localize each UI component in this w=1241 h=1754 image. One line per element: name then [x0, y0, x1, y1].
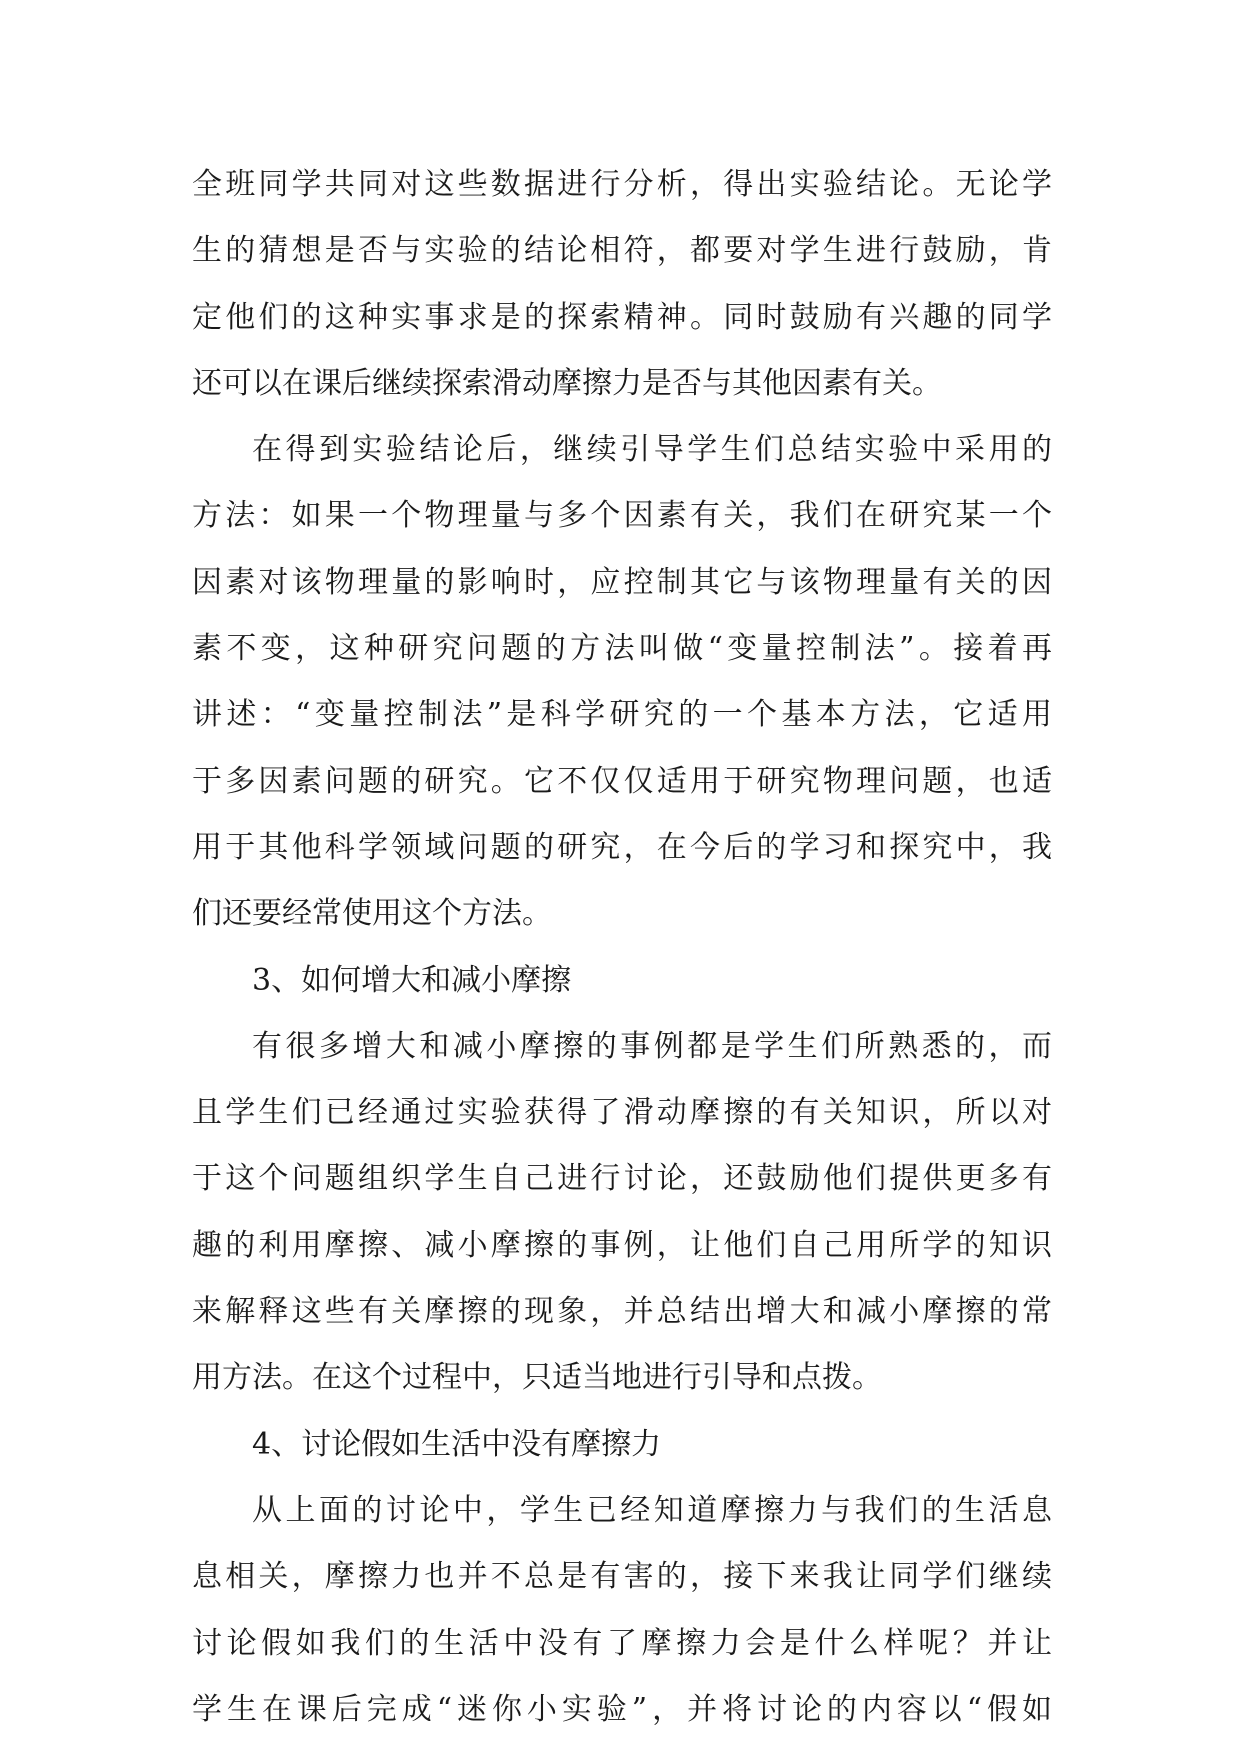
text-line: 用方法。在这个过程中，只适当地进行引导和点拨。 [192, 1360, 882, 1396]
text-line: 来解释这些有关摩擦的现象，并总结出增大和减小摩擦的常 [192, 1294, 1052, 1330]
text-line: 讲述：“变量控制法”是科学研究的一个基本方法，它适用 [192, 697, 1052, 733]
text-line: 还可以在课后继续探索滑动摩擦力是否与其他因素有关。 [192, 365, 942, 401]
text-line: 于这个问题组织学生自己进行讨论，还鼓励他们提供更多有 [192, 1161, 1052, 1197]
text-line: 4、讨论假如生活中没有摩擦力 [252, 1426, 662, 1462]
text-line: 学生在课后完成“迷你小实验”，并将讨论的内容以“假如 [192, 1691, 1052, 1727]
text-line: 素不变，这种研究问题的方法叫做“变量控制法”。接着再 [192, 631, 1052, 667]
text-line: 生的猜想是否与实验的结论相符，都要对学生进行鼓励，肯 [192, 233, 1052, 269]
text-line: 息相关，摩擦力也并不总是有害的，接下来我让同学们继续 [192, 1559, 1052, 1595]
document-body [192, 152, 1052, 1743]
text-line: 方法：如果一个物理量与多个因素有关，我们在研究某一个 [192, 498, 1052, 534]
text-line: 全班同学共同对这些数据进行分析，得出实验结论。无论学 [192, 167, 1052, 202]
text-line: 讨论假如我们的生活中没有了摩擦力会是什么样呢？并让 [192, 1625, 1052, 1661]
text-line: 用于其他科学领域问题的研究，在今后的学习和探究中，我 [192, 829, 1052, 865]
text-line: 趣的利用摩擦、减小摩擦的事例，让他们自己用所学的知识 [192, 1227, 1052, 1263]
text-line: 定他们的这种实事求是的探索精神。同时鼓励有兴趣的同学 [192, 299, 1052, 335]
text-line: 于多因素问题的研究。它不仅仅适用于研究物理问题，也适 [192, 763, 1052, 799]
text-line: 有很多增大和减小摩擦的事例都是学生们所熟悉的，而 [252, 1028, 1052, 1064]
text-line: 3、如何增大和减小摩擦 [252, 962, 572, 998]
text-line: 们还要经常使用这个方法。 [192, 896, 552, 932]
text-line: 在得到实验结论后，继续引导学生们总结实验中采用的 [252, 432, 1052, 468]
text-line: 且学生们已经通过实验获得了滑动摩擦的有关知识，所以对 [192, 1095, 1052, 1131]
text-line: 从上面的讨论中，学生已经知道摩擦力与我们的生活息 [252, 1492, 1052, 1528]
text-line: 因素对该物理量的影响时，应控制其它与该物理量有关的因 [192, 564, 1052, 600]
